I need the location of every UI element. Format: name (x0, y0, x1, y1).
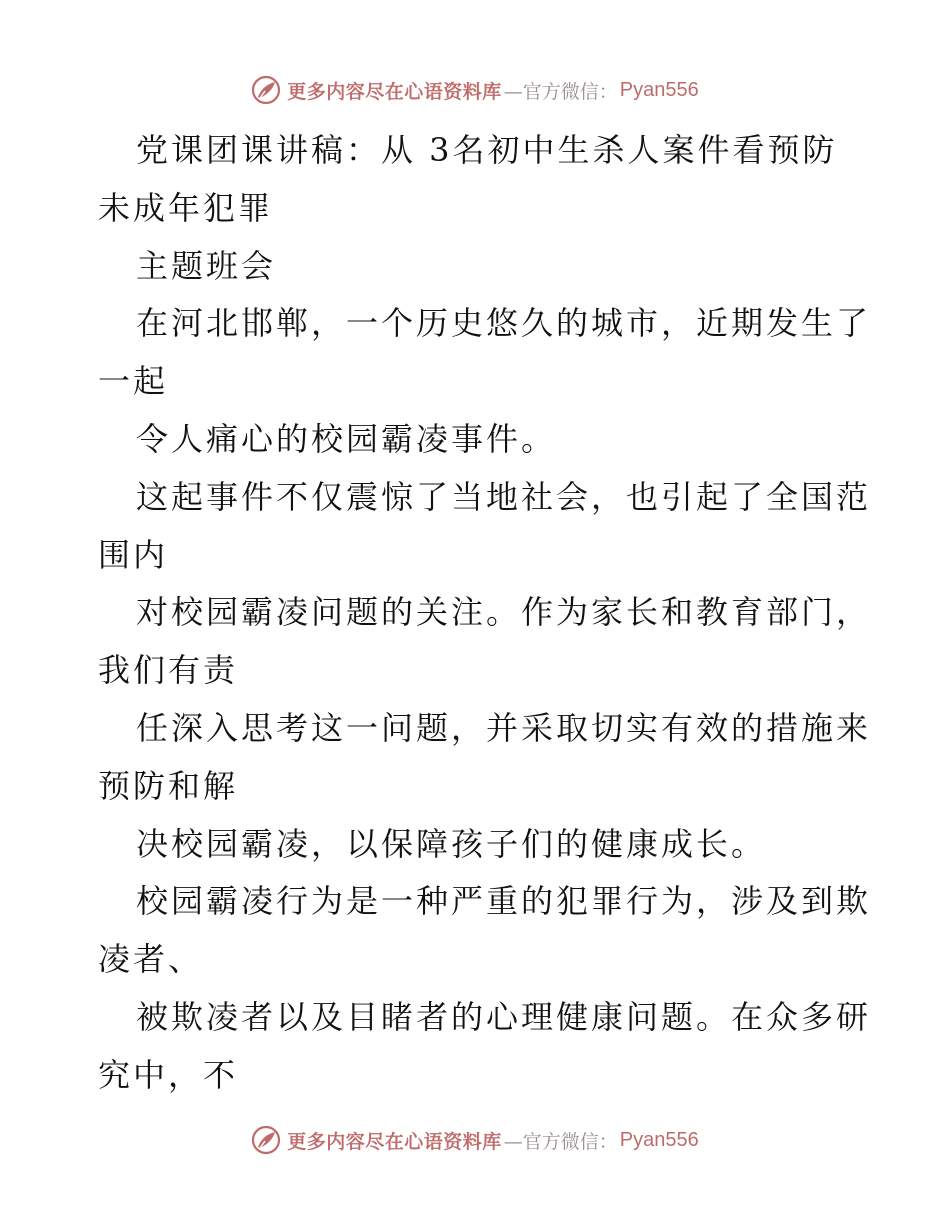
footer-banner (0, 1118, 950, 1162)
footer-wechat-text: —官方微信： (503, 1130, 618, 1153)
text-line: 凌者、 (98, 940, 204, 979)
text-line: 党课团课讲稿：从 3名初中生杀人案件看预防 (136, 131, 838, 169)
pen-nib-logo-icon (251, 1125, 281, 1155)
header-site-text: 更多内容尽在心语资料库 (287, 80, 502, 103)
text-line: 任深入思考这一问题，并采取切实有效的措施来 (136, 708, 872, 747)
text-line: 在河北邯郸，一个历史悠久的城市，近期发生了 (136, 304, 872, 343)
text-line: 一起 (98, 362, 169, 401)
text-line: 究中，不 (98, 1055, 239, 1094)
text-line: 预防和解 (98, 766, 239, 805)
text-line: 校园霸凌行为是一种严重的犯罪行为，涉及到欺 (136, 882, 872, 921)
footer-site-text: 更多内容尽在心语资料库 (287, 1130, 502, 1153)
text-line: 令人痛心的校园霸凌事件。 (136, 419, 557, 458)
header-wechat-text: —官方微信： (503, 80, 618, 103)
text-line: 决校园霸凌，以保障孩子们的健康成长。 (136, 824, 767, 863)
header-wechat-handle: Pyan556 (619, 78, 699, 101)
document-body (98, 122, 872, 1105)
text-line: 我们有责 (98, 651, 239, 690)
text-line: 围内 (98, 535, 169, 574)
footer-wechat-handle: Pyan556 (619, 1128, 699, 1151)
text-line: 主题班会 (136, 246, 277, 285)
header-banner (0, 68, 950, 112)
text-line: 对校园霸凌问题的关注。作为家长和教育部门， (136, 593, 872, 632)
text-line: 未成年犯罪 (98, 188, 274, 227)
text-line: 被欺凌者以及目睹者的心理健康问题。在众多研 (136, 997, 872, 1036)
text-line: 这起事件不仅震惊了当地社会，也引起了全国范 (136, 477, 872, 516)
pen-nib-logo-icon (251, 75, 281, 105)
